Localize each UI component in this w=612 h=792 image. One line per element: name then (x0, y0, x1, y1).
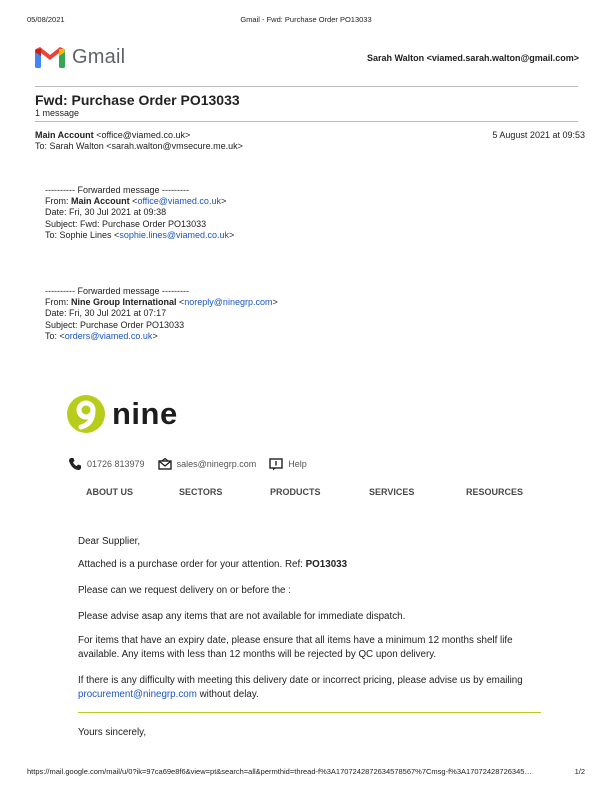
forward-from-email-link[interactable]: office@viamed.co.uk (137, 196, 221, 207)
forward-date: Date: Fri, 30 Jul 2021 at 09:38 (45, 207, 167, 218)
page-number: 1/2 (574, 767, 585, 776)
nav-resources[interactable]: RESOURCES (466, 487, 524, 497)
contact-row (68, 456, 320, 472)
forward-from-name: Main Account (71, 196, 130, 207)
email-link[interactable] (158, 458, 257, 470)
letter-closing: Yours sincerely, (78, 727, 147, 738)
message-date: 5 August 2021 at 09:53 (492, 130, 585, 140)
nav-about-us[interactable]: ABOUT US (86, 487, 133, 497)
message-from (35, 130, 190, 140)
nav-products[interactable]: PRODUCTS (270, 487, 321, 497)
nine-logo[interactable] (66, 393, 178, 435)
letter-advise: Please advise asap any items that are not available for immediate dispatch. (78, 611, 406, 622)
forward-to: To: Sophie Lines <sophie.lines@viamed.co.uk> (45, 229, 235, 240)
letter-difficulty: If there is any difficulty with meeting this delivery date or incorrect pricing, please advise us by emailing procurement@ninegrp.com without delay. (78, 675, 523, 700)
nine-wordmark: nine (112, 396, 178, 431)
forward-block-2 (45, 286, 278, 342)
site-nav (86, 487, 526, 501)
print-date: 05/08/2021 (27, 15, 65, 24)
forward-marker: ---------- Forwarded message --------- (45, 185, 189, 195)
print-title: Gmail - Fwd: Purchase Order PO13033 (240, 15, 372, 24)
message-to: To: Sarah Walton <sarah.walton@vmsecure.me.uk> (35, 141, 243, 151)
nav-sectors[interactable]: SECTORS (179, 487, 223, 497)
thread-subject: Fwd: Purchase Order PO13033 (35, 92, 240, 108)
help-link[interactable] (269, 458, 307, 471)
signature-divider (78, 712, 541, 713)
help-icon (269, 458, 283, 471)
sender-email: <office@viamed.co.uk> (96, 130, 191, 140)
forward-to-email-link[interactable]: sophie.lines@viamed.co.uk (119, 229, 230, 240)
po-reference: PO13033 (305, 559, 348, 570)
forward-to-email-link[interactable]: orders@viamed.co.uk (64, 330, 153, 341)
phone-icon (68, 457, 82, 471)
print-url: https://mail.google.com/mail/u/0?ik=97ca69e8f6&view=pt&search=all&permthid=thread-f%3A1707242872634578567%7Cmsg-f%3A17072428726345… (27, 767, 532, 776)
forward-from: From: Main Account <office@viamed.co.uk> (45, 196, 227, 207)
gmail-m-icon (35, 46, 65, 68)
letter-attached: Attached is a purchase order for your attention. Ref: PO13033 (78, 559, 348, 570)
forward-from: From: Nine Group International <noreply@ninegrp.com> (45, 297, 278, 308)
contact-email: sales@ninegrp.com (176, 459, 257, 469)
envelope-icon (158, 458, 172, 470)
letter-greeting: Dear Supplier, (78, 536, 141, 547)
forward-subject: Subject: Purchase Order PO13033 (45, 319, 185, 330)
gmail-wordmark: Gmail (72, 45, 126, 68)
forward-from-email-link[interactable]: noreply@ninegrp.com (184, 297, 273, 308)
subject-divider (35, 121, 578, 122)
nav-services[interactable]: SERVICES (369, 487, 415, 497)
nine-circle-icon (66, 394, 106, 434)
print-header (27, 15, 585, 27)
help-label: Help (288, 459, 307, 469)
forward-subject: Subject: Fwd: Purchase Order PO13033 (45, 218, 207, 229)
procurement-email-link[interactable]: procurement@ninegrp.com (78, 688, 197, 700)
forward-to: To: <orders@viamed.co.uk> (45, 330, 158, 341)
gmail-logo (35, 44, 125, 70)
forward-block-1 (45, 185, 234, 241)
forward-marker: ---------- Forwarded message --------- (45, 286, 189, 296)
forward-from-name: Nine Group International (71, 297, 177, 308)
forward-date: Date: Fri, 30 Jul 2021 at 07:17 (45, 308, 167, 319)
message-count: 1 message (35, 108, 80, 118)
account-identity: Sarah Walton <viamed.sarah.walton@gmail.com> (366, 53, 579, 63)
phone-number: 01726 813979 (87, 459, 145, 469)
header-divider (35, 86, 578, 87)
letter-expiry: For items that have an expiry date, please ensure that all items have a minimum 12 months shelf life available. Any items with less than 12 months will be rejected by QC upon delivery. (78, 635, 513, 660)
letter-delivery: Please can we request delivery on or before the : (78, 585, 291, 596)
sender-name: Main Account (35, 130, 94, 140)
phone-link[interactable] (68, 457, 145, 471)
